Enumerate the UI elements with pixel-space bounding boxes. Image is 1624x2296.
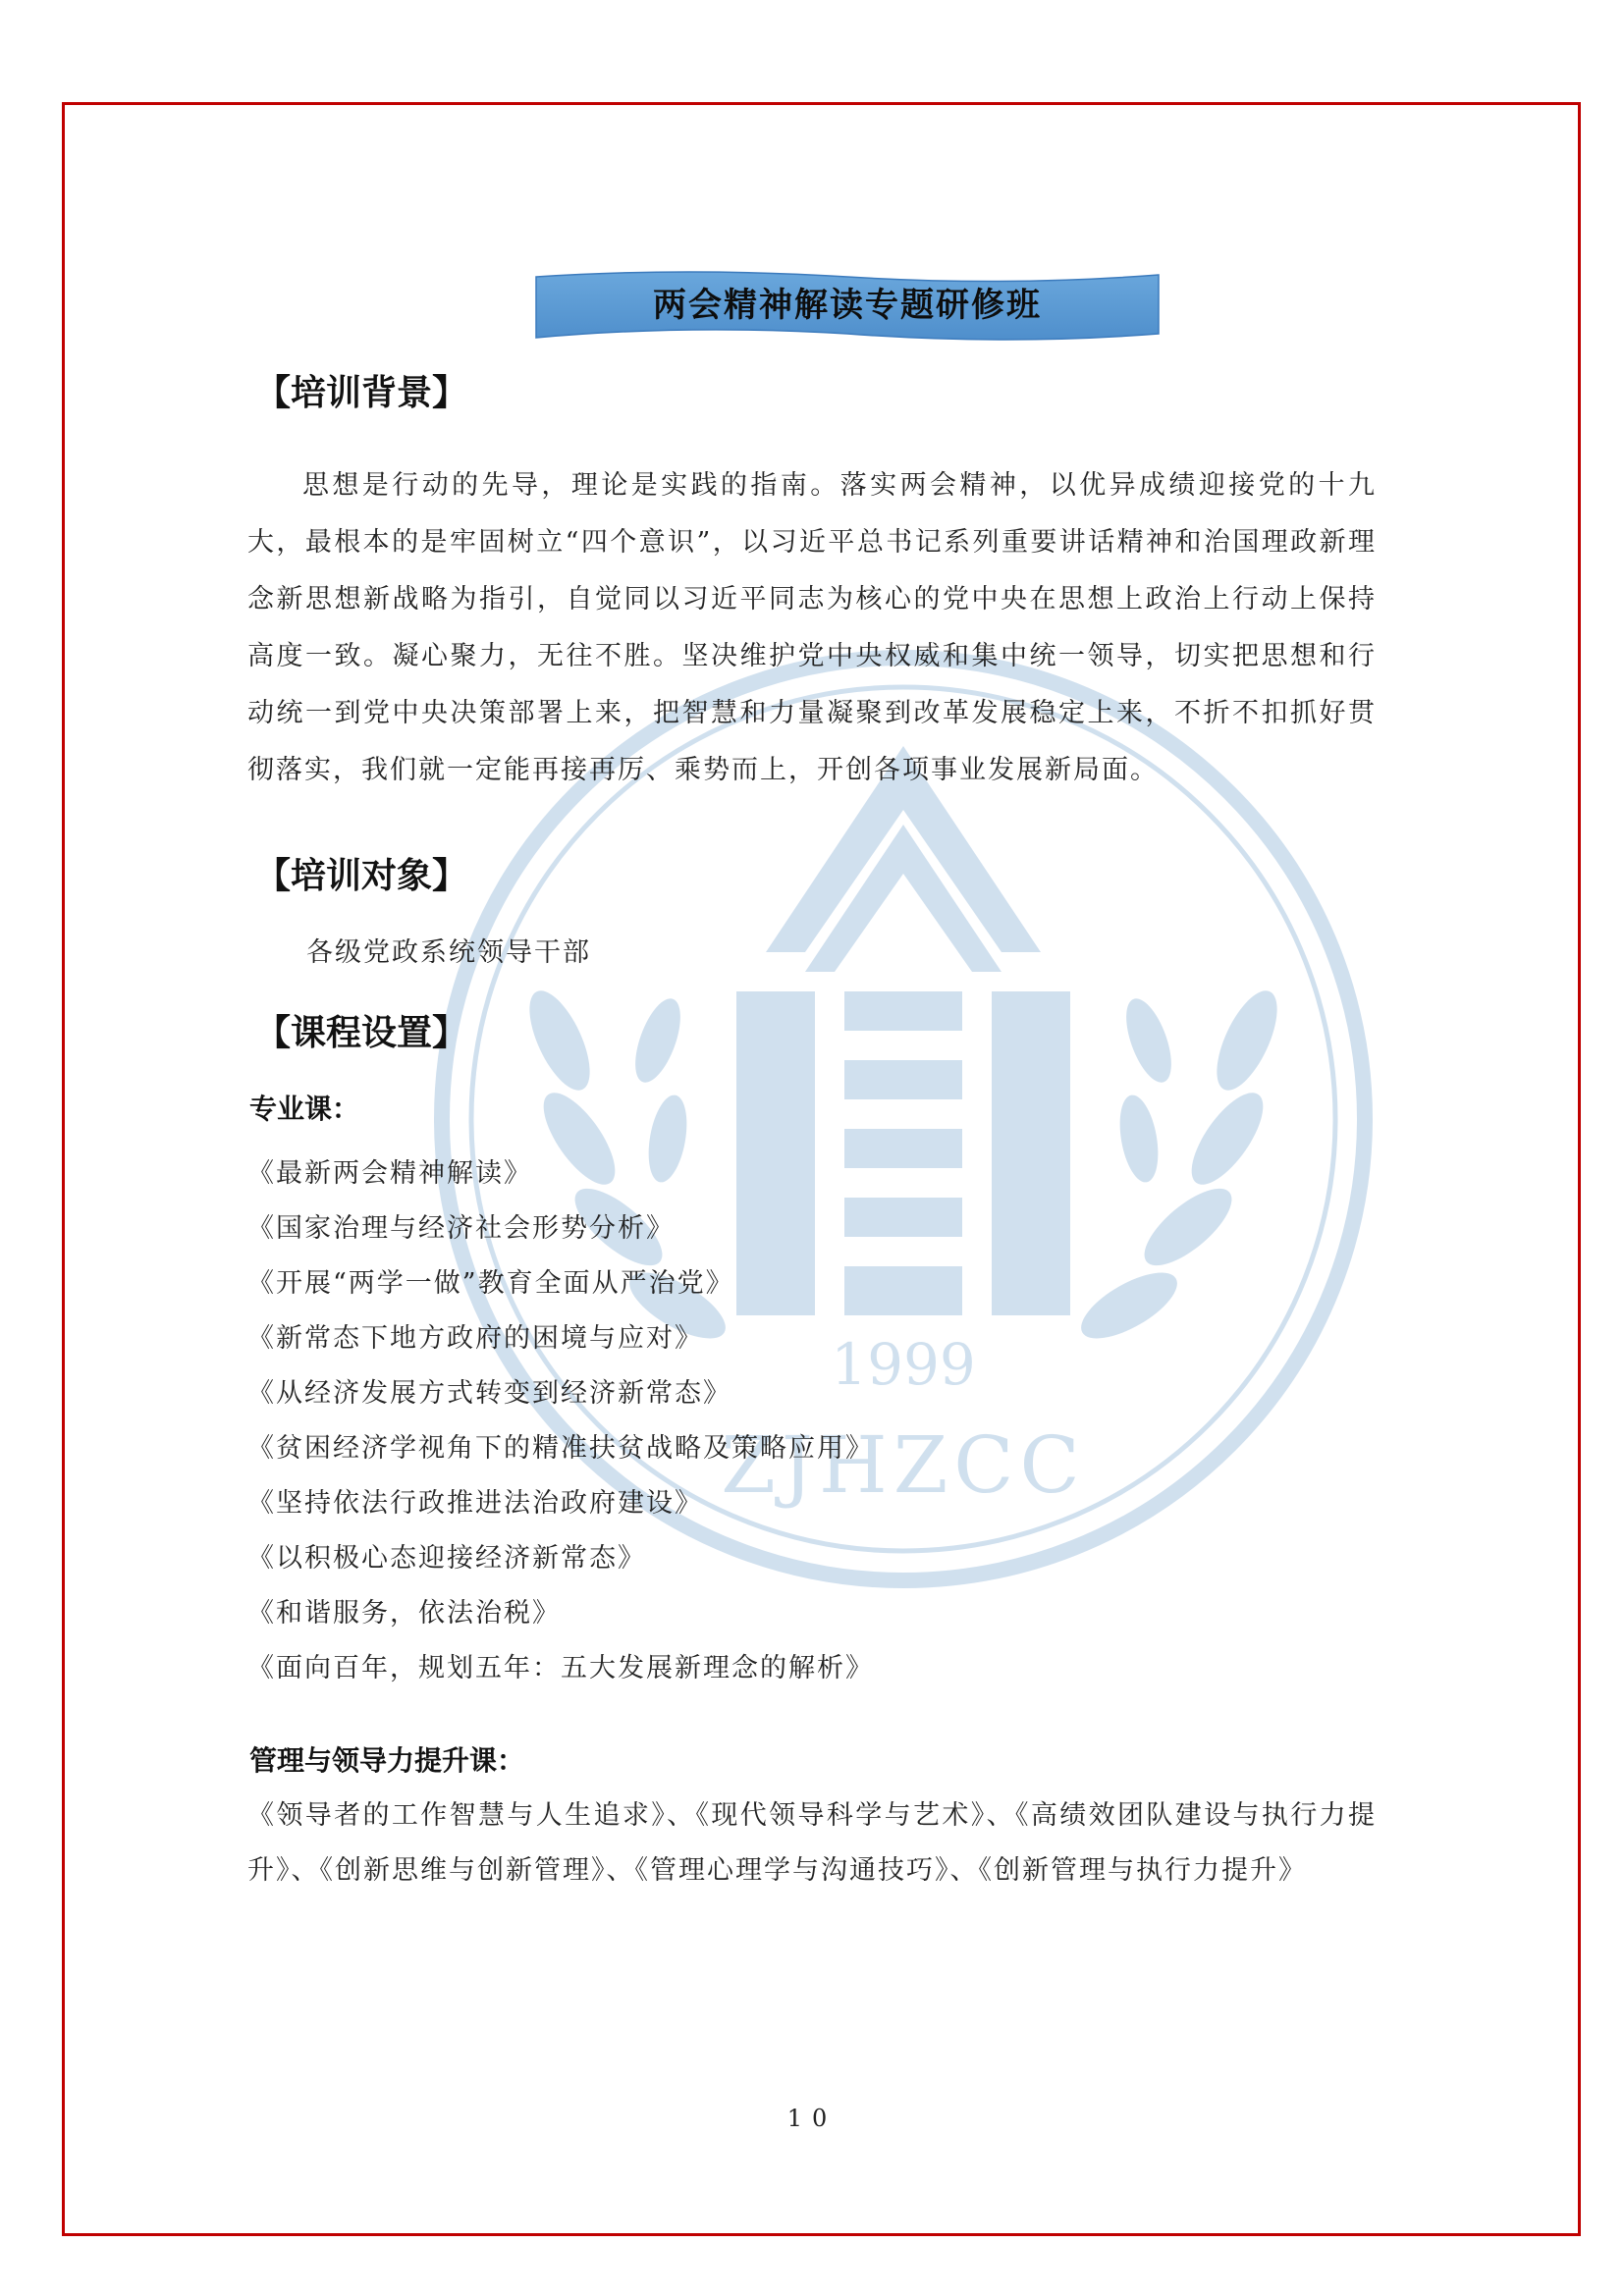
section-heading-courses: 【课程设置】	[255, 1013, 468, 1053]
course-item: 《贫困经济学视角下的精准扶贫战略及策略应用》	[247, 1433, 874, 1464]
watermark-text: ZJHZCC	[721, 1419, 1086, 1511]
course-item: 《和谐服务，依法治税》	[247, 1598, 561, 1629]
course-item: 《新常态下地方政府的困境与应对》	[247, 1323, 703, 1354]
course-item: 《最新两会精神解读》	[247, 1158, 532, 1189]
background-paragraph: 思想是行动的先导，理论是实践的指南。落实两会精神，以优异成绩迎接党的十九大，最根本的是牢固树立“四个意识”，以习近平总书记系列重要讲话精神和治国理政新理念新思想新战略为指引，自觉同以习近平同志为核心的党中央在思想上政治上行动上保持高度一致。凝心聚力，无往不胜。坚决维护党中央权威和集中统一领导，切实把思想和行动统一到党中央决策部署上来，把智慧和力量凝聚到改革发展稳定上来，不折不扣抓好贯彻落实，我们就一定能再接再厉、乘势而上，开创各项事业发展新局面。	[247, 470, 1377, 785]
section-heading-audience: 【培训对象】	[255, 856, 468, 896]
course-item: 《坚持依法行政推进法治政府建设》	[247, 1488, 703, 1519]
title-banner	[530, 267, 1164, 344]
page-number: 10	[786, 2105, 838, 2132]
watermark-laurel-right	[1071, 983, 1289, 1352]
audience-text: 各级党政系统领导干部	[306, 937, 591, 968]
watermark-year: 1999	[831, 1331, 976, 1398]
course-item: 《从经济发展方式转变到经济新常态》	[247, 1378, 731, 1409]
professional-course-list	[247, 1147, 874, 1696]
section-heading-background: 【培训背景】	[255, 373, 468, 413]
course-item: 《开展“两学一做”教育全面从严治党》	[247, 1268, 734, 1299]
course-item: 《面向百年，规划五年：五大发展新理念的解析》	[247, 1653, 874, 1683]
course-item: 《国家治理与经济社会形势分析》	[247, 1213, 675, 1244]
page-title: 两会精神解读专题研修班	[653, 286, 1042, 325]
management-courses-label: 管理与领导力提升课：	[249, 1744, 525, 1777]
professional-courses-label: 专业课：	[249, 1093, 360, 1125]
management-courses-text: 《领导者的工作智慧与人生追求》、《现代领导科学与艺术》、《高绩效团队建设与执行力提升》、《创新思维与创新管理》、《管理心理学与沟通技巧》、《创新管理与执行力提升》	[247, 1800, 1377, 1886]
course-item: 《以积极心态迎接经济新常态》	[247, 1543, 646, 1574]
